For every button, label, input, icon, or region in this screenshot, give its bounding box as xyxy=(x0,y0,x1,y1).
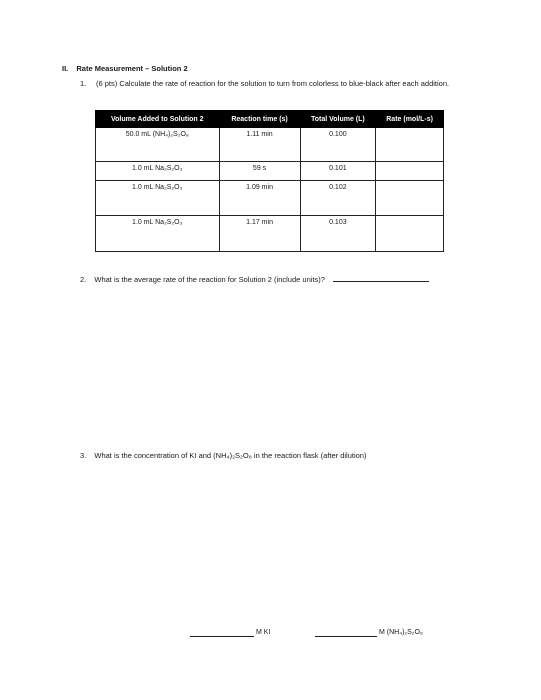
cell-volume: 1.0 mL Na₂S₂O₃ xyxy=(96,181,220,216)
question-2-text: What is the average rate of the reaction for Solution 2 (include units)? xyxy=(94,275,325,284)
persulfate-answer-line[interactable] xyxy=(315,636,377,637)
cell-rate[interactable] xyxy=(376,162,444,181)
question-3-number: 3. xyxy=(80,451,87,460)
cell-total: 0.100 xyxy=(300,128,376,162)
question-3 xyxy=(80,451,366,460)
cell-volume: 1.0 mL Na₂S₂O₃ xyxy=(96,162,220,181)
cell-time: 59 s xyxy=(219,162,300,181)
section-heading xyxy=(62,64,188,73)
header-rate: Rate (mol/L-s) xyxy=(376,111,444,128)
rate-table xyxy=(95,110,444,252)
ki-answer-line[interactable] xyxy=(190,636,254,637)
section-title: Rate Measurement – Solution 2 xyxy=(76,64,188,73)
table-row xyxy=(96,181,444,216)
table-row xyxy=(96,162,444,181)
cell-rate[interactable] xyxy=(376,181,444,216)
question-2 xyxy=(80,274,429,284)
cell-rate[interactable] xyxy=(376,128,444,162)
question-3-text: What is the concentration of KI and (NH₄)₂S₂O₈ in the reaction flask (after dilution) xyxy=(94,451,367,460)
average-rate-answer-line[interactable] xyxy=(333,274,429,282)
cell-total: 0.102 xyxy=(300,181,376,216)
cell-volume: 1.0 mL Na₂S₂O₃ xyxy=(96,216,220,252)
header-total-volume: Total Volume (L) xyxy=(300,111,376,128)
persulfate-label: M (NH₄)₂S₂O₈ xyxy=(379,629,423,636)
cell-time: 1.09 min xyxy=(219,181,300,216)
cell-time: 1.11 min xyxy=(219,128,300,162)
question-1-text: (6 pts) Calculate the rate of reaction for the solution to turn from colorless to blue-black after each addition. xyxy=(96,79,450,88)
cell-volume: 50.0 mL (NH₄)₂S₂O₈ xyxy=(96,128,220,162)
table-row xyxy=(96,128,444,162)
ki-label: M KI xyxy=(256,629,271,636)
section-number: II. xyxy=(62,64,69,73)
question-2-number: 2. xyxy=(80,275,87,284)
cell-total: 0.101 xyxy=(300,162,376,181)
header-volume: Volume Added to Solution 2 xyxy=(96,111,220,128)
cell-total: 0.103 xyxy=(300,216,376,252)
question-1-number: 1. xyxy=(80,79,87,88)
table-header-row xyxy=(96,111,444,128)
cell-time: 1.17 min xyxy=(219,216,300,252)
cell-rate[interactable] xyxy=(376,216,444,252)
table-row xyxy=(96,216,444,252)
header-time: Reaction time (s) xyxy=(219,111,300,128)
